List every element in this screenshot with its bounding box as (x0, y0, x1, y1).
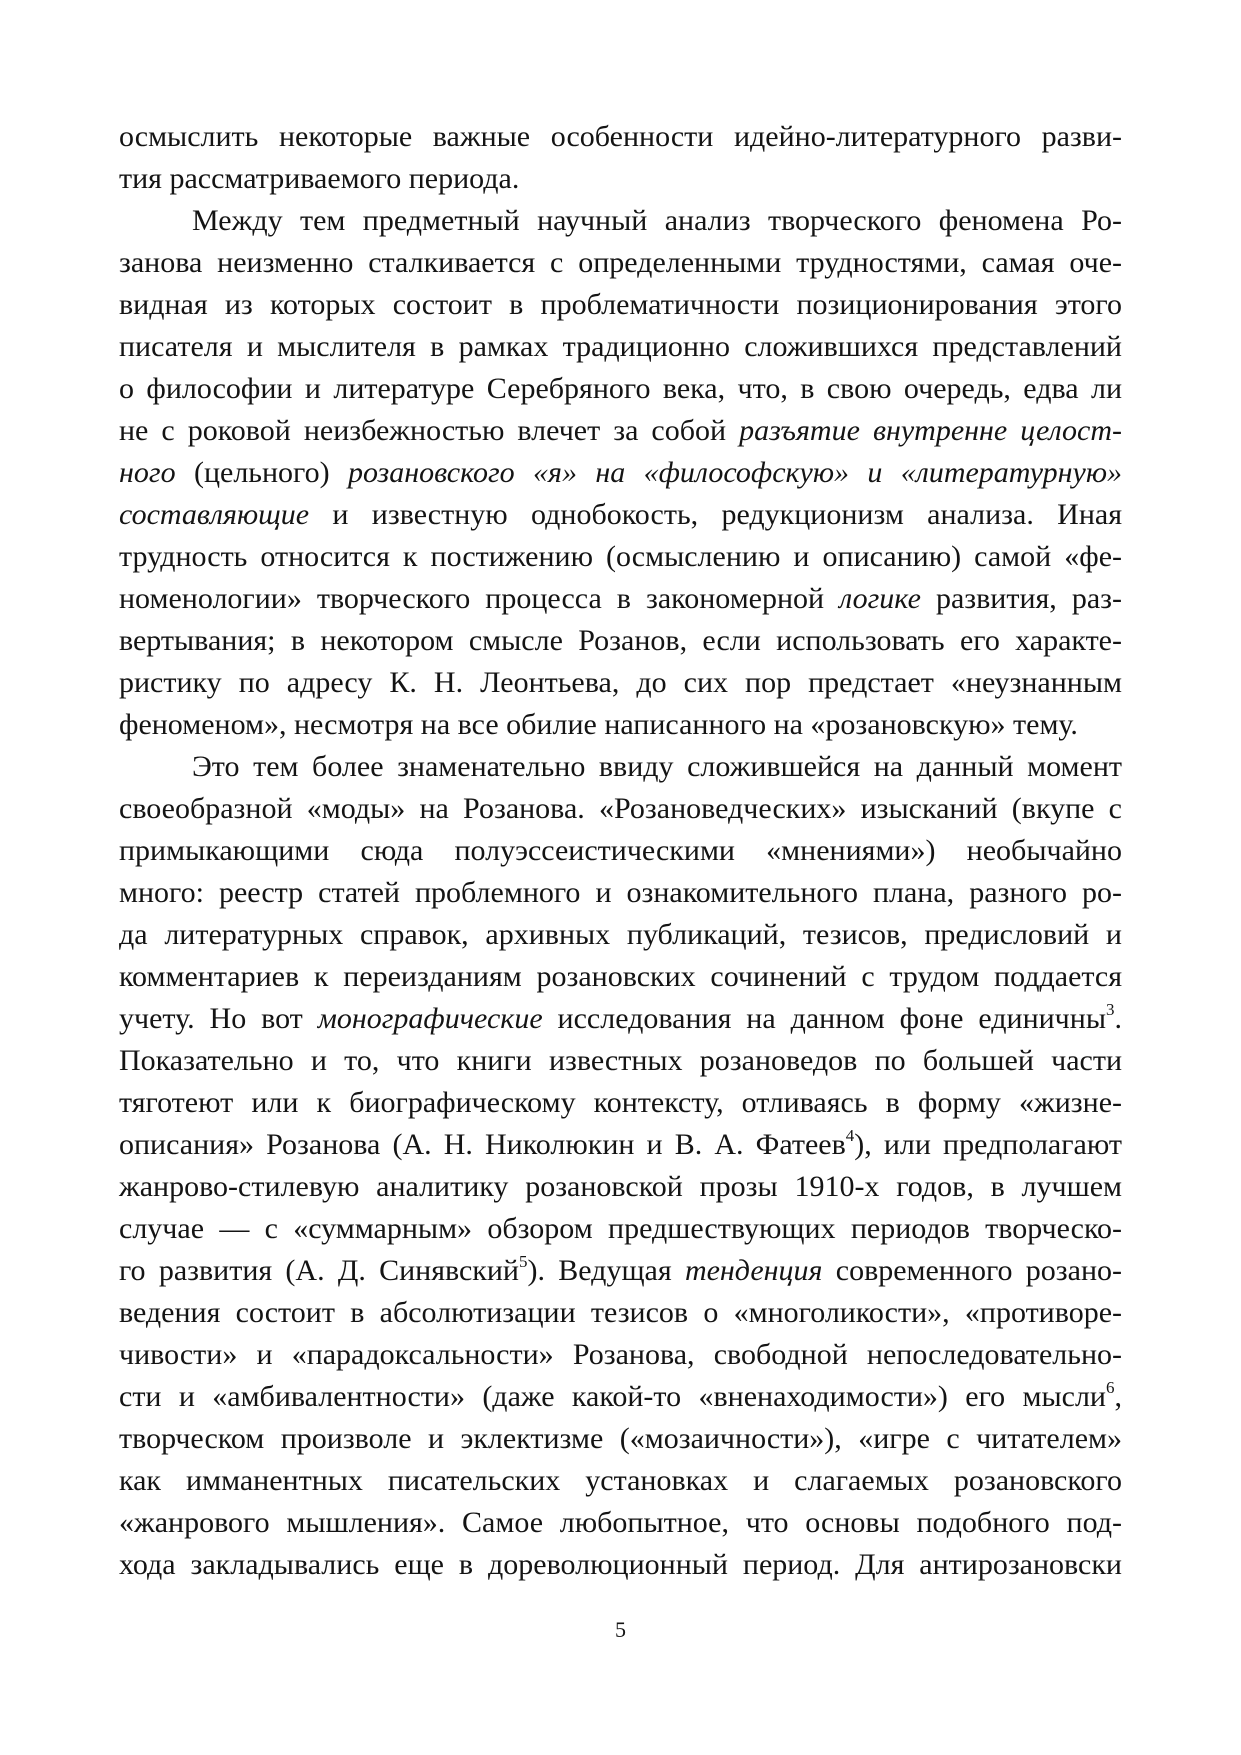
text-line (119, 662, 1122, 704)
text-segment: ведения состоит в абсолютизации тезисов о «многоликости», «противоре- (119, 1296, 1122, 1329)
footnote-marker: 3 (1105, 1000, 1115, 1019)
text-line (119, 410, 1122, 452)
text-segment: тия рассматриваемого периода. (119, 162, 520, 195)
text-line (119, 158, 1122, 200)
text-line (119, 578, 1122, 620)
text-segment: исследования на данном фоне единичны (542, 1002, 1106, 1035)
text-segment: видная из которых состоит в проблематичности позиционирования этого (119, 288, 1122, 321)
footnote-marker: 4 (845, 1126, 855, 1145)
text-line (119, 1544, 1122, 1586)
text-segment: развития, раз- (920, 582, 1122, 615)
text-segment: Показательно и то, что книги известных розановедов по большей части (119, 1044, 1122, 1077)
text-segment: своеобразной «моды» на Розанова. «Розановедческих» изысканий (вкупе с (119, 792, 1122, 825)
text-segment: жанрово-стилевую аналитику розановской прозы 1910-х годов, в лучшем (119, 1170, 1122, 1203)
text-line (119, 1334, 1122, 1376)
text-segment: вертывания; в некотором смысле Розанов, если использовать его характе- (119, 624, 1122, 657)
text-segment: Между тем предметный научный анализ творческого феномена Ро- (192, 204, 1122, 237)
text-line (119, 368, 1122, 410)
text-line (119, 956, 1122, 998)
text-line (119, 1418, 1122, 1460)
text-line (119, 914, 1122, 956)
text-line (119, 1376, 1122, 1418)
text-segment: го развития (А. Д. Синявский (119, 1254, 519, 1287)
text-segment: хода закладывались еще в дореволюционный период. Для антирозановски (119, 1548, 1122, 1581)
text-line (119, 116, 1122, 158)
text-line (119, 788, 1122, 830)
text-line (119, 1166, 1122, 1208)
text-segment: учету. Но вот (119, 1002, 318, 1035)
text-segment: как имманентных писательских установках и слагаемых розановского (119, 1464, 1122, 1497)
footnote-marker: 6 (1106, 1378, 1115, 1397)
text-line (119, 1502, 1122, 1544)
text-segment: осмыслить некоторые важные особенности идейно-литературного разви- (119, 120, 1122, 153)
text-segment: примыкающими сюда полуэссеистическими «мнениями») необычайно (119, 834, 1122, 867)
text-segment: Это тем более знаменательно ввиду сложившейся на данный момент (192, 750, 1122, 783)
text-line (119, 200, 1122, 242)
text-line (119, 284, 1122, 326)
italic-text: тенденция (684, 1254, 823, 1287)
italic-text: монографические (317, 1002, 543, 1035)
text-line (119, 620, 1122, 662)
page-number: 5 (615, 1617, 626, 1642)
text-line (119, 704, 1122, 746)
text-segment: не с роковой неизбежностью влечет за собой (119, 414, 740, 447)
italic-text: розановского «я» на «философскую» и «литературную» (347, 456, 1122, 489)
text-segment: и известную однобокость, редукционизм анализа. Иная (309, 498, 1122, 531)
text-line (119, 1208, 1122, 1250)
text-line (119, 1292, 1122, 1334)
text-segment: случае — с «суммарным» обзором предшествующих периодов творческо- (119, 1212, 1122, 1245)
text-segment: писателя и мыслителя в рамках традиционно сложившихся представлений (119, 330, 1122, 363)
text-line (119, 1460, 1122, 1502)
text-segment: «жанрового мышления». Самое любопытное, что основы подобного под- (119, 1506, 1122, 1539)
text-segment: (цельного) (175, 456, 348, 489)
text-line (119, 998, 1122, 1040)
text-segment: много: реестр статей проблемного и ознакомительного плана, разного ро- (119, 876, 1122, 909)
italic-text: логике (839, 582, 921, 615)
text-line (119, 494, 1122, 536)
text-segment: чивости» и «парадоксальности» Розанова, свободной непоследовательно- (119, 1338, 1122, 1371)
italic-text: разъятие внутренне целост- (739, 414, 1122, 447)
text-segment: описания» Розанова (А. Н. Николюкин и В. А. Фатеев (119, 1128, 846, 1161)
text-segment: современного розано- (822, 1254, 1123, 1287)
text-line (119, 242, 1122, 284)
text-segment: да литературных справок, архивных публикаций, тезисов, предисловий и (119, 918, 1122, 951)
text-segment: о философии и литературе Серебряного века, что, в свою очередь, едва ли (119, 372, 1122, 405)
text-line (119, 326, 1122, 368)
text-segment: ристику по адресу К. Н. Леонтьева, до сих пор предстает «неузнанным (119, 666, 1122, 699)
footnote-marker: 5 (519, 1252, 528, 1271)
text-segment: . (1114, 1002, 1122, 1035)
text-segment: комментариев к переизданиям розановских сочинений с трудом поддается (119, 960, 1122, 993)
text-segment: , (1114, 1380, 1122, 1413)
text-line (119, 536, 1122, 578)
text-segment: тяготеют или к биографическому контексту, отливаясь в форму «жизне- (119, 1086, 1122, 1119)
text-segment: ), или предполагают (854, 1128, 1122, 1161)
text-line (119, 1082, 1122, 1124)
text-line (119, 830, 1122, 872)
body-text (119, 116, 1122, 1586)
text-line (119, 1040, 1122, 1082)
text-segment: занова неизменно сталкивается с определенными трудностями, самая оче- (119, 246, 1122, 279)
text-segment: номенологии» творческого процесса в закономерной (119, 582, 840, 615)
text-line (119, 746, 1122, 788)
text-segment: феноменом», несмотря на все обилие написанного на «розановскую» тему. (119, 708, 1078, 741)
text-line (119, 1124, 1122, 1166)
text-segment: ). Ведущая (527, 1254, 685, 1287)
italic-text: ного (119, 456, 176, 489)
text-line (119, 1250, 1122, 1292)
text-segment: трудность относится к постижению (осмыслению и описанию) самой «фе- (119, 540, 1122, 573)
text-line (119, 872, 1122, 914)
text-line (119, 452, 1122, 494)
text-segment: творческом произволе и эклектизме («мозаичности»), «игре с читателем» (119, 1422, 1122, 1455)
text-segment: сти и «амбивалентности» (даже какой-то «вненаходимости») его мысли (119, 1380, 1106, 1413)
italic-text: составляющие (119, 498, 310, 531)
